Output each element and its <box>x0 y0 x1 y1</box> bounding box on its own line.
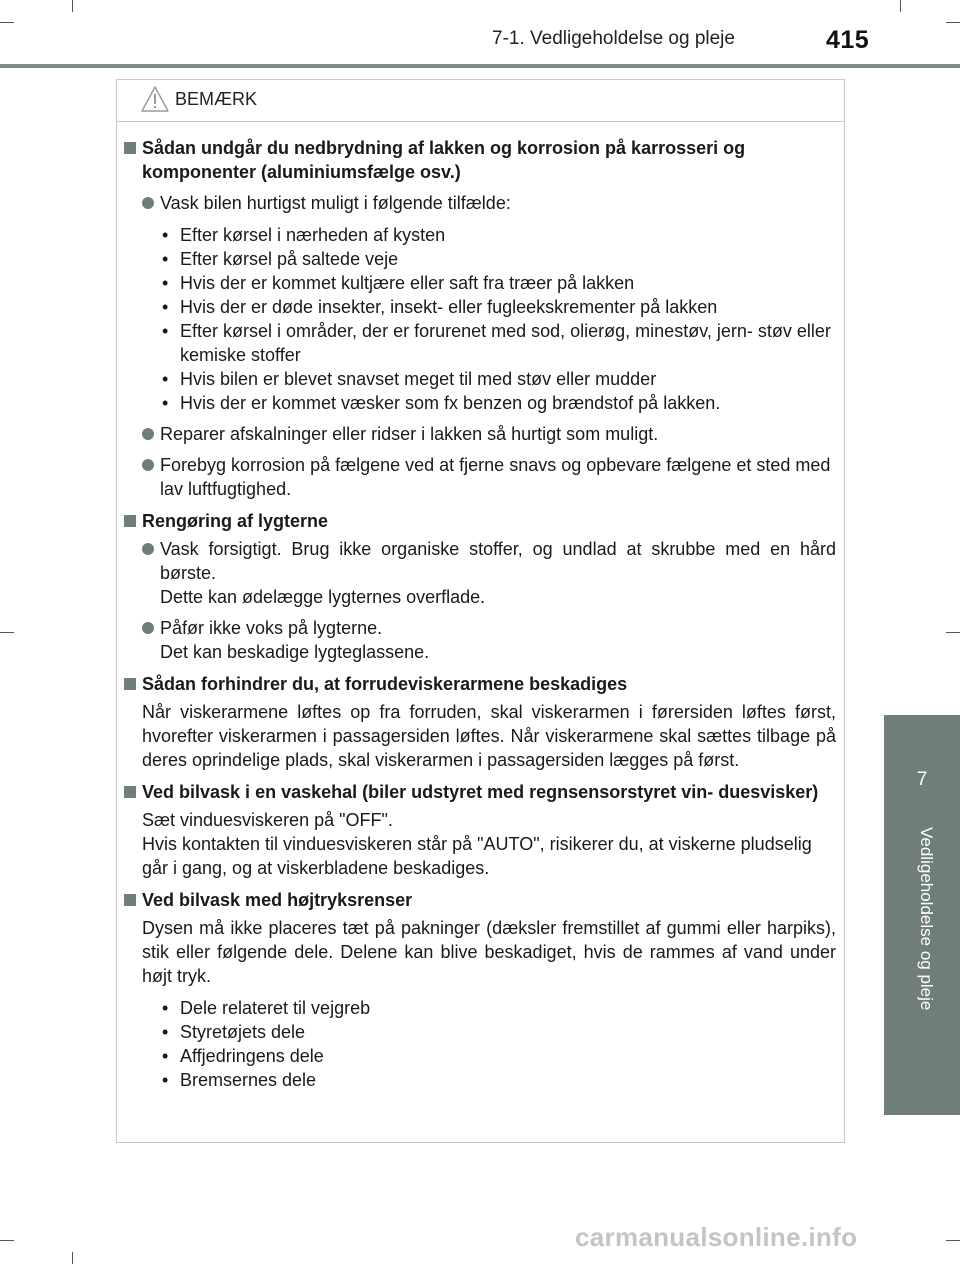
list-item: • Efter kørsel i områder, der er forurenet med sod, olierøg, minestøv, jern- støv eller kemiske stoffer <box>162 321 831 365</box>
sub-list <box>142 223 836 415</box>
list-item: • Affjedringens dele <box>162 1046 324 1066</box>
section-heading: Sådan undgår du nedbrydning af lakken og korrosion på karrosseri og komponenter (aluminiumsfælge osv.) <box>142 138 746 182</box>
crop-mark <box>72 1252 73 1264</box>
crop-mark <box>946 632 960 633</box>
notice-section <box>124 780 836 880</box>
bullet-note: Dette kan ødelægge lygternes overflade. <box>160 587 486 607</box>
section-body: Hvis kontakten til vinduesviskeren står på "AUTO", risikerer du, at viskerne pludselig går i gang, og at viskerbladene beskadiges. <box>142 834 812 878</box>
sub-list <box>142 996 836 1092</box>
watermark: carmanualsonline.info <box>575 1222 858 1252</box>
section-body: Når viskerarmene løftes op fra forruden, skal viskerarmen i førersiden løftes først, hvorefter viskerarmen i passagersiden løftes. Når viskerarmene skal sættes tilbage på deres oprindelige plads, skal viskerarmen i passagersiden lægges på først. <box>142 702 836 770</box>
section-heading: Rengøring af lygterne <box>142 511 329 531</box>
list-item: • Styretøjets dele <box>162 1022 306 1042</box>
crop-mark <box>72 0 73 12</box>
crop-mark <box>0 22 14 23</box>
section-body: Dysen må ikke placeres tæt på pakninger (dæksler fremstillet af gummi eller harpiks), stik eller følgende dele. Delene kan blive beskadiget, hvis de rammes af vand under højt tryk. <box>142 918 836 986</box>
crop-mark <box>946 22 960 23</box>
round-bullet-item <box>142 616 836 664</box>
round-bullet-icon <box>142 543 154 555</box>
crop-mark <box>0 1240 14 1241</box>
section-body: Sæt vinduesviskeren på "OFF". <box>142 810 393 830</box>
bullet-text: Reparer afskalninger eller ridser i lakken så hurtigt som muligt. <box>160 424 659 444</box>
list-item: • Efter kørsel på saltede veje <box>162 249 399 269</box>
square-bullet-icon <box>124 515 136 527</box>
chapter-label: Vedligeholdelse og pleje <box>917 827 936 1011</box>
warning-triangle-icon <box>141 86 169 117</box>
list-item: • Hvis bilen er blevet snavset meget til med støv eller mudder <box>162 369 657 389</box>
header-title: 7-1. Vedligeholdelse og pleje <box>492 28 735 49</box>
round-bullet-item <box>142 537 836 609</box>
round-bullet-icon <box>142 428 154 440</box>
list-item: • Hvis der er døde insekter, insekt- eller fugleekskrementer på lakken <box>162 297 718 317</box>
square-bullet-icon <box>124 142 136 154</box>
notice-section <box>124 509 836 664</box>
chapter-number: 7 <box>916 769 928 790</box>
header-rule <box>0 64 960 68</box>
round-bullet-icon <box>142 197 154 209</box>
square-bullet-icon <box>124 786 136 798</box>
round-bullet-item <box>142 191 836 415</box>
round-bullet-icon <box>142 459 154 471</box>
bullet-text: Vask bilen hurtigst muligt i følgende tilfælde: <box>160 193 511 213</box>
notice-section <box>124 136 836 501</box>
round-bullet-item <box>142 422 836 446</box>
list-item: • Efter kørsel i nærheden af kysten <box>162 225 446 245</box>
crop-mark <box>900 0 901 12</box>
list-item: • Bremsernes dele <box>162 1070 317 1090</box>
notice-header <box>117 80 844 122</box>
list-item: • Hvis der er kommet kultjære eller saft fra træer på lakken <box>162 273 635 293</box>
round-bullet-item <box>142 453 836 501</box>
page-number: 415 <box>826 26 870 54</box>
notice-content <box>124 136 836 1098</box>
bullet-text: Vask forsigtigt. Brug ikke organiske stoffer, og undlad at skrubbe med en hård børste. <box>160 539 836 583</box>
round-bullet-icon <box>142 622 154 634</box>
section-heading: Ved bilvask i en vaskehal (biler udstyret med regnsensorstyret vin- duesvisker) <box>142 782 819 802</box>
bullet-text: Påfør ikke voks på lygterne. <box>160 618 383 638</box>
square-bullet-icon <box>124 678 136 690</box>
section-heading: Ved bilvask med højtryksrenser <box>142 890 413 910</box>
section-heading: Sådan forhindrer du, at forrudeviskerarmene beskadiges <box>142 674 628 694</box>
notice-title: BEMÆRK <box>175 89 258 109</box>
bullet-text: Forebyg korrosion på fælgene ved at fjerne snavs og opbevare fælgene et sted med lav luftfugtighed. <box>160 455 831 499</box>
bullet-note: Det kan beskadige lygteglassene. <box>160 642 430 662</box>
crop-mark <box>0 632 14 633</box>
list-item: • Dele relateret til vejgreb <box>162 998 371 1018</box>
chapter-tab <box>884 715 960 1115</box>
notice-section <box>124 672 836 772</box>
square-bullet-icon <box>124 894 136 906</box>
crop-mark <box>946 1240 960 1241</box>
notice-section <box>124 888 836 1092</box>
list-item: • Hvis der er kommet væsker som fx benzen og brændstof på lakken. <box>162 393 721 413</box>
